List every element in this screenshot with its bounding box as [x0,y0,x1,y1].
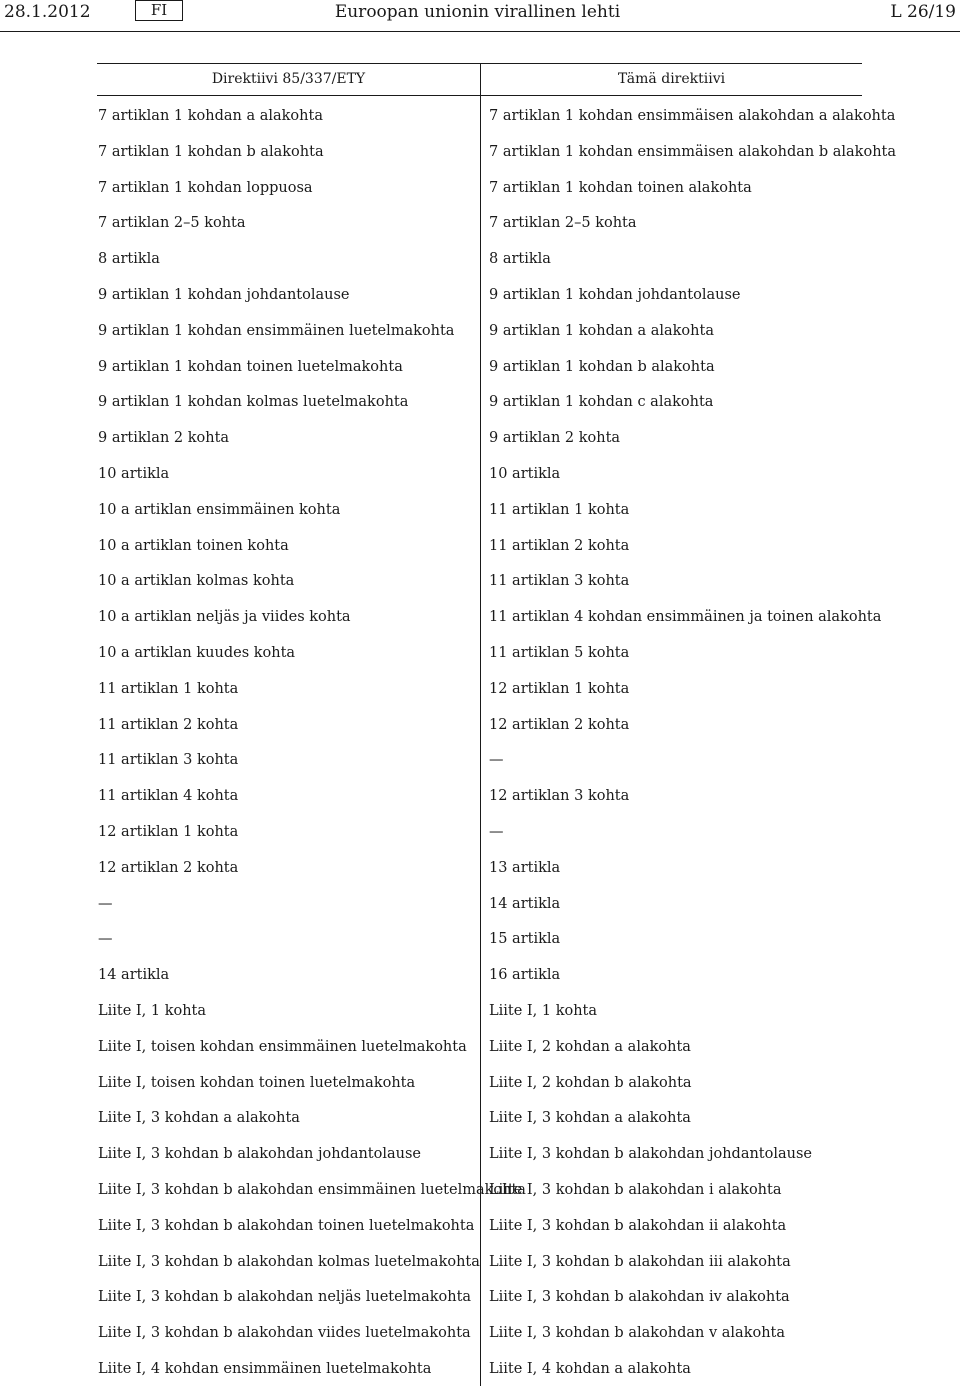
cell-old-directive: 11 artiklan 1 kohta [98,680,239,697]
table-row [97,214,862,250]
cell-old-directive: Liite I, 3 kohdan b alakohdan kolmas luetelmakohta [98,1253,480,1270]
cell-old-directive: 11 artiklan 3 kohta [98,752,239,769]
page-header [0,0,960,32]
cell-old-directive: Liite I, 3 kohdan b alakohdan viides luetelmakohta [98,1325,471,1342]
table-row [97,179,862,215]
table-row [97,1002,862,1038]
cell-this-directive: 9 artiklan 2 kohta [489,430,621,447]
cell-this-directive: 11 artiklan 5 kohta [489,644,630,661]
table-row [97,1253,862,1289]
table-row [97,537,862,573]
table-row [97,250,862,286]
cell-old-directive: — [98,931,113,948]
cell-this-directive: 9 artiklan 1 kohdan b alakohta [489,358,715,375]
cell-this-directive: 16 artikla [489,967,561,984]
cell-old-directive: 9 artiklan 1 kohdan ensimmäinen luetelmakohta [98,322,455,339]
cell-old-directive: 8 artikla [98,251,160,268]
table-row [97,644,862,680]
cell-this-directive: Liite I, 3 kohdan a alakohta [489,1110,691,1127]
cell-old-directive: 10 a artiklan neljäs ja viides kohta [98,609,351,626]
cell-old-directive: Liite I, toisen kohdan toinen luetelmakohta [98,1074,416,1091]
cell-old-directive: 12 artiklan 1 kohta [98,823,239,840]
cell-old-directive: 7 artiklan 1 kohdan a alakohta [98,108,323,124]
table-row [97,572,862,608]
cell-old-directive: 7 artiklan 1 kohdan loppuosa [98,179,313,196]
cell-this-directive: 13 artikla [489,859,561,876]
table-row [97,322,862,358]
table-row [97,465,862,501]
publication-date: 28.1.2012 [4,2,91,22]
cell-this-directive: 8 artikla [489,251,551,268]
cell-this-directive: 7 artiklan 2–5 kohta [489,215,637,232]
cell-this-directive: 11 artiklan 4 kohdan ensimmäinen ja toinen alakohta [489,609,882,626]
cell-old-directive: 10 a artiklan kuudes kohta [98,644,296,661]
table-row [97,680,862,716]
table-row [97,716,862,752]
cell-old-directive: 10 a artiklan kolmas kohta [98,573,295,590]
cell-this-directive: 12 artiklan 1 kohta [489,680,630,697]
cell-this-directive: 9 artiklan 1 kohdan johdantolause [489,286,741,303]
cell-old-directive: 10 a artiklan ensimmäinen kohta [98,501,341,518]
column-header-old-directive: Direktiivi 85/337/ETY [211,71,366,87]
cell-this-directive: Liite I, 3 kohdan b alakohdan i alakohta [489,1181,782,1198]
correlation-table [97,63,897,1386]
cell-old-directive: 11 artiklan 4 kohta [98,788,239,805]
cell-old-directive: Liite I, 3 kohdan b alakohdan toinen luetelmakohta [98,1217,475,1234]
table-row [97,1288,862,1324]
cell-this-directive: 12 artiklan 2 kohta [489,716,630,733]
cell-old-directive: 9 artiklan 1 kohdan johdantolause [98,286,350,303]
table-row [97,1181,862,1217]
cell-this-directive: Liite I, 2 kohdan a alakohta [489,1038,691,1055]
table-row [97,930,862,966]
table-row [97,1217,862,1253]
cell-this-directive: Liite I, 3 kohdan b alakohdan johdantolause [489,1146,813,1163]
table-body [97,107,897,1396]
column-header-this-directive: Tämä direktiivi [617,71,726,87]
cell-old-directive: 7 artiklan 1 kohdan b alakohta [98,143,324,160]
table-row [97,1074,862,1110]
cell-this-directive: 11 artiklan 1 kohta [489,501,630,518]
cell-this-directive: Liite I, 3 kohdan b alakohdan iii alakohta [489,1253,791,1270]
cell-this-directive: — [489,752,504,769]
cell-this-directive: Liite I, 2 kohdan b alakohta [489,1074,692,1091]
cell-this-directive: 14 artikla [489,895,561,912]
cell-old-directive: 9 artiklan 1 kohdan kolmas luetelmakohta [98,394,409,411]
journal-title: Euroopan unionin virallinen lehti [334,2,621,22]
cell-old-directive: Liite I, 3 kohdan a alakohta [98,1110,300,1127]
cell-this-directive: — [489,823,504,840]
cell-this-directive: Liite I, 3 kohdan b alakohdan v alakohta [489,1325,786,1342]
table-row [97,501,862,537]
table-row [97,1324,862,1360]
table-row [97,787,862,823]
cell-old-directive: Liite I, 4 kohdan ensimmäinen luetelmakohta [98,1360,432,1377]
cell-old-directive: 14 artikla [98,967,170,984]
language-badge: FI [135,0,183,21]
cell-this-directive: 10 artikla [489,465,561,482]
table-row [97,1038,862,1074]
cell-old-directive: 9 artiklan 2 kohta [98,430,230,447]
cell-old-directive: Liite I, toisen kohdan ensimmäinen luetelmakohta [98,1038,467,1055]
cell-this-directive: 9 artiklan 1 kohdan a alakohta [489,322,714,339]
cell-this-directive: 7 artiklan 1 kohdan toinen alakohta [489,179,752,196]
cell-this-directive: 15 artikla [489,931,561,948]
cell-this-directive: 9 artiklan 1 kohdan c alakohta [489,394,714,411]
table-row [97,823,862,859]
table-row [97,966,862,1002]
table-row [97,286,862,322]
cell-this-directive: 11 artiklan 2 kohta [489,537,630,554]
table-row [97,429,862,465]
cell-old-directive: — [98,895,113,912]
cell-this-directive: 12 artiklan 3 kohta [489,788,630,805]
table-row [97,143,897,179]
table-row [97,1109,862,1145]
cell-this-directive: 7 artiklan 1 kohdan ensimmäisen alakohdan b alakohta [489,143,897,160]
cell-this-directive: Liite I, 1 kohta [489,1002,598,1019]
table-row [97,358,862,394]
cell-this-directive: Liite I, 3 kohdan b alakohdan iv alakohta [489,1289,790,1306]
table-row [97,107,896,143]
cell-this-directive: Liite I, 3 kohdan b alakohdan ii alakohta [489,1217,787,1234]
table-row [97,1145,862,1181]
table-row [97,393,862,429]
cell-old-directive: 9 artiklan 1 kohdan toinen luetelmakohta [98,358,403,375]
cell-old-directive: 10 artikla [98,465,170,482]
header-rule [0,31,960,32]
table-row [97,1360,862,1396]
table-row [97,859,862,895]
cell-old-directive: Liite I, 3 kohdan b alakohdan ensimmäinen luetelmakohta [98,1181,526,1198]
cell-old-directive: Liite I, 1 kohta [98,1002,207,1019]
cell-this-directive: Liite I, 4 kohdan a alakohta [489,1360,691,1377]
page-reference: L 26/19 [890,2,956,22]
cell-this-directive: 11 artiklan 3 kohta [489,573,630,590]
table-row [97,608,882,644]
cell-old-directive: Liite I, 3 kohdan b alakohdan johdantolause [98,1146,422,1163]
cell-old-directive: 10 a artiklan toinen kohta [98,537,289,554]
cell-old-directive: 7 artiklan 2–5 kohta [98,215,246,232]
table-row [97,751,862,787]
table-row [97,895,862,931]
cell-old-directive: 11 artiklan 2 kohta [98,716,239,733]
cell-this-directive: 7 artiklan 1 kohdan ensimmäisen alakohdan a alakohta [489,108,896,124]
cell-old-directive: Liite I, 3 kohdan b alakohdan neljäs luetelmakohta [98,1289,472,1306]
cell-old-directive: 12 artiklan 2 kohta [98,859,239,876]
